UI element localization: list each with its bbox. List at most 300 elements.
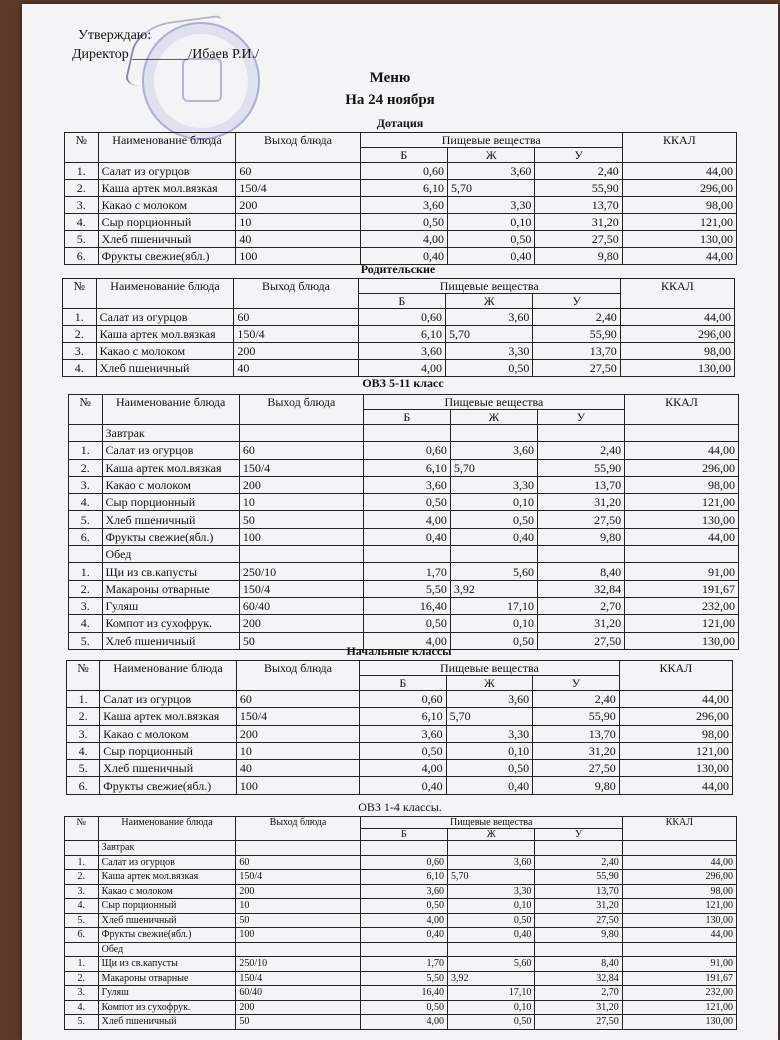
row-number: 2. xyxy=(65,180,99,197)
dish-name: Гуляш xyxy=(98,986,236,1001)
kcal-value: 232,00 xyxy=(625,597,739,614)
dish-yield: 150/4 xyxy=(236,971,360,986)
protein-value: 1,70 xyxy=(363,563,450,580)
dish-name: Фрукты свежие(ябл.) xyxy=(98,248,236,265)
empty-cell xyxy=(622,942,736,957)
kcal-value: 98,00 xyxy=(625,476,739,493)
table-row xyxy=(69,615,739,632)
carb-value: 27,50 xyxy=(537,632,624,649)
kcal-value: 121,00 xyxy=(625,615,739,632)
row-number: 1. xyxy=(65,957,99,972)
fat-value: 0,40 xyxy=(448,928,535,943)
empty-cell xyxy=(363,425,450,442)
kcal-value: 121,00 xyxy=(622,1000,736,1015)
table-row xyxy=(69,528,739,545)
dish-name: Хлеб пшеничный xyxy=(102,632,239,649)
fat-value: 3,30 xyxy=(448,197,535,214)
kcal-value: 296,00 xyxy=(620,326,734,343)
dish-yield: 150/4 xyxy=(236,180,360,197)
carb-value: 31,20 xyxy=(535,899,622,914)
dish-yield: 100 xyxy=(236,248,360,265)
col-kcal-header: ККАЛ xyxy=(620,279,734,309)
fat-value: 17,10 xyxy=(448,986,535,1001)
fat-value: 3,92 xyxy=(448,971,535,986)
row-number: 3. xyxy=(69,597,103,614)
empty-cell xyxy=(360,841,447,856)
row-number: 3. xyxy=(63,343,97,360)
dish-yield: 10 xyxy=(236,742,359,759)
col-protein-header: Б xyxy=(360,676,447,691)
carb-value: 2,40 xyxy=(537,442,624,459)
protein-value: 6,10 xyxy=(358,326,445,343)
fat-value: 0,10 xyxy=(446,742,533,759)
protein-value: 4,00 xyxy=(360,760,447,777)
dish-name: Какао с молоком xyxy=(100,725,237,742)
carb-value: 8,40 xyxy=(537,563,624,580)
protein-value: 0,60 xyxy=(360,691,447,708)
kcal-value: 44,00 xyxy=(622,163,736,180)
protein-value: 0,60 xyxy=(358,309,445,326)
dish-yield: 200 xyxy=(236,884,360,899)
dish-yield: 10 xyxy=(236,899,360,914)
dish-name: Хлеб пшеничный xyxy=(100,760,237,777)
dish-name: Щи из св.капусты xyxy=(98,957,236,972)
dish-name: Компот из сухофрук. xyxy=(98,1000,236,1015)
dish-name: Каша артек мол.вязкая xyxy=(96,326,234,343)
approval-block xyxy=(72,26,259,64)
dish-yield: 60 xyxy=(234,309,358,326)
empty-cell xyxy=(239,425,363,442)
protein-value: 6,10 xyxy=(360,870,447,885)
fat-value: 0,40 xyxy=(446,777,533,794)
kcal-value: 44,00 xyxy=(625,442,739,459)
carb-value: 55,90 xyxy=(535,870,622,885)
row-number: 1. xyxy=(65,855,99,870)
carb-value: 9,80 xyxy=(533,777,620,794)
kcal-value: 130,00 xyxy=(622,913,736,928)
meal-label-row xyxy=(69,546,739,563)
dish-name: Салат из огурцов xyxy=(98,855,236,870)
row-number: 2. xyxy=(63,326,97,343)
fat-value: 3,92 xyxy=(450,580,537,597)
table-row xyxy=(63,326,735,343)
kcal-value: 296,00 xyxy=(622,180,736,197)
table-row xyxy=(65,855,737,870)
dish-name: Хлеб пшеничный xyxy=(96,360,234,377)
row-number: 5. xyxy=(65,913,99,928)
table-row xyxy=(65,928,737,943)
carb-value: 13,70 xyxy=(533,343,620,360)
carb-value: 32,84 xyxy=(535,971,622,986)
protein-value: 3,60 xyxy=(360,884,447,899)
empty-cell xyxy=(65,841,99,856)
dish-name: Макароны отварные xyxy=(102,580,239,597)
carb-value: 27,50 xyxy=(535,231,622,248)
dish-name: Фрукты свежие(ябл.) xyxy=(102,528,239,545)
col-fat-header: Ж xyxy=(448,148,535,163)
dish-yield: 60/40 xyxy=(236,986,360,1001)
protein-value: 0,50 xyxy=(360,742,447,759)
kcal-value: 232,00 xyxy=(622,986,736,1001)
dish-name: Каша артек мол.вязкая xyxy=(98,180,236,197)
meal-label-row xyxy=(65,942,737,957)
col-yield-header: Выход блюда xyxy=(234,279,358,309)
protein-value: 4,00 xyxy=(360,1015,447,1030)
carb-value: 9,80 xyxy=(537,528,624,545)
dish-yield: 50 xyxy=(236,1015,360,1030)
dish-name: Сыр порционный xyxy=(98,214,236,231)
protein-value: 1,70 xyxy=(360,957,447,972)
carb-value: 2,40 xyxy=(535,855,622,870)
protein-value: 5,50 xyxy=(360,971,447,986)
kcal-value: 98,00 xyxy=(622,197,736,214)
empty-cell xyxy=(535,841,622,856)
row-number: 1. xyxy=(67,691,100,708)
dish-name: Хлеб пшеничный xyxy=(98,1015,236,1030)
dish-name: Какао с молоком xyxy=(98,197,236,214)
table-row xyxy=(69,494,739,511)
table-row xyxy=(69,442,739,459)
row-number: 1. xyxy=(69,563,103,580)
empty-cell xyxy=(360,942,447,957)
fat-value: 0,50 xyxy=(448,913,535,928)
approve-label: Утверждаю: xyxy=(78,28,152,43)
menu-table xyxy=(64,816,737,1030)
dish-yield: 150/4 xyxy=(239,580,363,597)
protein-value: 3,60 xyxy=(360,197,447,214)
kcal-value: 130,00 xyxy=(622,1015,736,1030)
col-number-header: № xyxy=(63,279,97,309)
row-number: 5. xyxy=(69,632,103,649)
kcal-value: 296,00 xyxy=(625,459,739,476)
fat-value: 0,50 xyxy=(448,231,535,248)
col-kcal-header: ККАЛ xyxy=(619,661,732,691)
carb-value: 2,40 xyxy=(533,691,620,708)
kcal-value: 130,00 xyxy=(625,632,739,649)
row-number: 4. xyxy=(65,214,99,231)
dish-name: Салат из огурцов xyxy=(102,442,239,459)
carb-value: 2,40 xyxy=(533,309,620,326)
col-kcal-header: ККАЛ xyxy=(622,133,736,163)
kcal-value: 44,00 xyxy=(619,691,732,708)
empty-cell xyxy=(239,546,363,563)
row-number: 1. xyxy=(65,163,99,180)
kcal-value: 44,00 xyxy=(622,248,736,265)
fat-value: 0,10 xyxy=(450,494,537,511)
section-title: Начальные классы xyxy=(346,644,452,658)
row-number: 2. xyxy=(69,459,103,476)
fat-value: 3,60 xyxy=(448,163,535,180)
dish-yield: 200 xyxy=(236,197,360,214)
fat-value: 3,60 xyxy=(446,691,533,708)
protein-value: 3,60 xyxy=(358,343,445,360)
col-number-header: № xyxy=(65,133,99,163)
row-number: 1. xyxy=(63,309,97,326)
protein-value: 0,50 xyxy=(360,214,447,231)
kcal-value: 44,00 xyxy=(620,309,734,326)
kcal-value: 130,00 xyxy=(619,760,732,777)
row-number: 4. xyxy=(69,494,103,511)
fat-value: 17,10 xyxy=(450,597,537,614)
dish-name: Гуляш xyxy=(102,597,239,614)
empty-cell xyxy=(236,942,360,957)
fat-value: 0,50 xyxy=(450,511,537,528)
dish-name: Каша артек мол.вязкая xyxy=(98,870,236,885)
kcal-value: 44,00 xyxy=(622,855,736,870)
col-carb-header: У xyxy=(533,676,620,691)
dish-yield: 150/4 xyxy=(236,708,359,725)
carb-value: 31,20 xyxy=(533,742,620,759)
header-row xyxy=(69,395,739,410)
dish-yield: 60 xyxy=(236,855,360,870)
dish-yield: 250/10 xyxy=(236,957,360,972)
header-row xyxy=(63,279,735,294)
carb-value: 13,70 xyxy=(535,197,622,214)
row-number: 6. xyxy=(65,928,99,943)
empty-cell xyxy=(450,546,537,563)
dish-yield: 250/10 xyxy=(239,563,363,580)
empty-cell xyxy=(622,841,736,856)
col-name-header: Наименование блюда xyxy=(98,133,236,163)
col-nutrients-header: Пищевые вещества xyxy=(360,133,622,148)
fat-value: 0,50 xyxy=(448,1015,535,1030)
row-number: 6. xyxy=(65,248,99,265)
fat-value: 0,40 xyxy=(448,248,535,265)
protein-value: 0,60 xyxy=(360,163,447,180)
menu-sheet xyxy=(22,4,778,1040)
col-carb-header: У xyxy=(533,294,620,309)
empty-cell xyxy=(537,425,624,442)
protein-value: 0,40 xyxy=(360,248,447,265)
table-row xyxy=(65,197,737,214)
dish-yield: 200 xyxy=(239,615,363,632)
carb-value: 31,20 xyxy=(537,494,624,511)
protein-value: 0,50 xyxy=(360,899,447,914)
col-name-header: Наименование блюда xyxy=(102,395,239,425)
dish-name: Сыр порционный xyxy=(100,742,237,759)
table-row xyxy=(67,742,733,759)
row-number: 3. xyxy=(65,986,99,1001)
fat-value: 3,30 xyxy=(446,725,533,742)
dish-name: Какао с молоком xyxy=(98,884,236,899)
table-row xyxy=(63,360,735,377)
director-line: Директор ________/Ибаев Р.И./ xyxy=(72,47,260,62)
dish-yield: 200 xyxy=(234,343,358,360)
dish-name: Макароны отварные xyxy=(98,971,236,986)
empty-cell xyxy=(236,841,360,856)
carb-value: 27,50 xyxy=(533,760,620,777)
carb-value: 27,50 xyxy=(533,360,620,377)
col-nutrients-header: Пищевые вещества xyxy=(360,661,620,676)
dish-yield: 10 xyxy=(239,494,363,511)
dish-yield: 60/40 xyxy=(239,597,363,614)
fat-value: 5,70 xyxy=(446,326,533,343)
carb-value: 31,20 xyxy=(537,615,624,632)
dish-yield: 150/4 xyxy=(236,870,360,885)
protein-value: 16,40 xyxy=(363,597,450,614)
dish-name: Сыр порционный xyxy=(102,494,239,511)
dish-yield: 100 xyxy=(236,777,359,794)
fat-value: 5,70 xyxy=(450,459,537,476)
menu-table xyxy=(64,132,737,265)
col-kcal-header: ККАЛ xyxy=(625,395,739,425)
protein-value: 0,60 xyxy=(360,855,447,870)
header-row xyxy=(65,133,737,148)
table-row xyxy=(67,725,733,742)
dish-name: Каша артек мол.вязкая xyxy=(100,708,237,725)
row-number: 3. xyxy=(67,725,100,742)
dish-yield: 60 xyxy=(236,163,360,180)
col-fat-header: Ж xyxy=(446,294,533,309)
fat-value: 0,40 xyxy=(450,528,537,545)
col-protein-header: Б xyxy=(360,829,447,841)
table-row xyxy=(65,1000,737,1015)
fat-value: 5,60 xyxy=(450,563,537,580)
carb-value: 2,70 xyxy=(535,986,622,1001)
fat-value: 3,60 xyxy=(446,309,533,326)
table-row xyxy=(69,580,739,597)
col-kcal-header: ККАЛ xyxy=(622,817,736,841)
dish-name: Каша артек мол.вязкая xyxy=(102,459,239,476)
dish-name: Хлеб пшеничный xyxy=(98,231,236,248)
fat-value: 5,70 xyxy=(448,180,535,197)
row-number: 5. xyxy=(65,1015,99,1030)
protein-value: 4,00 xyxy=(363,511,450,528)
kcal-value: 121,00 xyxy=(619,742,732,759)
kcal-value: 130,00 xyxy=(625,511,739,528)
kcal-value: 296,00 xyxy=(619,708,732,725)
col-fat-header: Ж xyxy=(450,410,537,425)
section-title: Дотация xyxy=(376,116,424,130)
fat-value: 0,50 xyxy=(450,632,537,649)
header-row xyxy=(67,661,733,676)
dish-yield: 40 xyxy=(236,231,360,248)
col-fat-header: Ж xyxy=(446,676,533,691)
empty-cell xyxy=(65,942,99,957)
kcal-value: 191,67 xyxy=(625,580,739,597)
dish-name: Хлеб пшеничный xyxy=(98,913,236,928)
menu-table xyxy=(68,394,739,650)
menu-table xyxy=(66,660,733,795)
empty-cell xyxy=(448,942,535,957)
dish-yield: 150/4 xyxy=(239,459,363,476)
row-number: 2. xyxy=(67,708,100,725)
empty-cell xyxy=(363,546,450,563)
table-row xyxy=(69,476,739,493)
protein-value: 0,40 xyxy=(363,528,450,545)
col-carb-header: У xyxy=(535,148,622,163)
dish-yield: 60 xyxy=(236,691,359,708)
dish-name: Салат из огурцов xyxy=(96,309,234,326)
col-fat-header: Ж xyxy=(448,829,535,841)
col-name-header: Наименование блюда xyxy=(100,661,237,691)
protein-value: 16,40 xyxy=(360,986,447,1001)
table-row xyxy=(67,691,733,708)
carb-value: 55,90 xyxy=(533,708,620,725)
kcal-value: 98,00 xyxy=(619,725,732,742)
table-row xyxy=(65,884,737,899)
col-nutrients-header: Пищевые вещества xyxy=(363,395,624,410)
empty-cell xyxy=(537,546,624,563)
row-number: 6. xyxy=(69,528,103,545)
protein-value: 3,60 xyxy=(363,476,450,493)
protein-value: 3,60 xyxy=(360,725,447,742)
col-name-header: Наименование блюда xyxy=(98,817,236,841)
fat-value: 0,10 xyxy=(448,899,535,914)
protein-value: 0,50 xyxy=(360,1000,447,1015)
dish-name: Хлеб пшеничный xyxy=(102,511,239,528)
dish-yield: 100 xyxy=(239,528,363,545)
fat-value: 3,30 xyxy=(446,343,533,360)
fat-value: 3,30 xyxy=(448,884,535,899)
section-title: ОВЗ 5-11 класс xyxy=(362,376,444,390)
table-row xyxy=(63,343,735,360)
dish-name: Компот из сухофрук. xyxy=(102,615,239,632)
kcal-value: 296,00 xyxy=(622,870,736,885)
carb-value: 55,90 xyxy=(535,180,622,197)
table-row xyxy=(67,760,733,777)
carb-value: 27,50 xyxy=(535,1015,622,1030)
col-yield-header: Выход блюда xyxy=(236,817,360,841)
dish-yield: 50 xyxy=(239,632,363,649)
kcal-value: 191,67 xyxy=(622,971,736,986)
kcal-value: 91,00 xyxy=(625,563,739,580)
menu-title: Меню xyxy=(369,70,411,86)
carb-value: 55,90 xyxy=(537,459,624,476)
fat-value: 5,60 xyxy=(448,957,535,972)
dish-yield: 150/4 xyxy=(234,326,358,343)
row-number: 2. xyxy=(65,870,99,885)
kcal-value: 121,00 xyxy=(622,899,736,914)
table-row xyxy=(65,214,737,231)
dish-yield: 100 xyxy=(236,928,360,943)
col-carb-header: У xyxy=(535,829,622,841)
table-row xyxy=(69,563,739,580)
table-row xyxy=(65,870,737,885)
kcal-value: 44,00 xyxy=(622,928,736,943)
col-nutrients-header: Пищевые вещества xyxy=(358,279,620,294)
col-carb-header: У xyxy=(537,410,624,425)
protein-value: 5,50 xyxy=(363,580,450,597)
protein-value: 0,50 xyxy=(363,494,450,511)
table-row xyxy=(67,708,733,725)
carb-value: 2,40 xyxy=(535,163,622,180)
empty-cell xyxy=(69,425,103,442)
table-row xyxy=(65,180,737,197)
dish-yield: 40 xyxy=(236,760,359,777)
kcal-value: 91,00 xyxy=(622,957,736,972)
menu-date: На 24 ноября xyxy=(345,92,435,108)
row-number: 2. xyxy=(69,580,103,597)
col-yield-header: Выход блюда xyxy=(236,133,360,163)
table-row xyxy=(65,971,737,986)
protein-value: 4,00 xyxy=(360,913,447,928)
row-number: 4. xyxy=(67,742,100,759)
fat-value: 0,50 xyxy=(446,760,533,777)
carb-value: 8,40 xyxy=(535,957,622,972)
table-row xyxy=(65,1015,737,1030)
row-number: 4. xyxy=(69,615,103,632)
row-number: 5. xyxy=(69,511,103,528)
kcal-value: 98,00 xyxy=(622,884,736,899)
kcal-value: 44,00 xyxy=(619,777,732,794)
protein-value: 4,00 xyxy=(363,632,450,649)
empty-cell xyxy=(625,425,739,442)
dish-name: Фрукты свежие(ябл.) xyxy=(98,928,236,943)
meal-label: Обед xyxy=(98,942,236,957)
kcal-value: 130,00 xyxy=(622,231,736,248)
table-row xyxy=(67,777,733,794)
